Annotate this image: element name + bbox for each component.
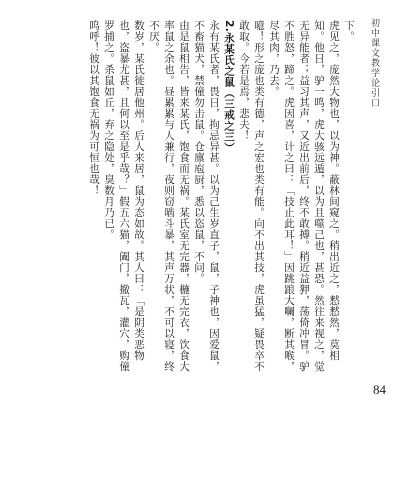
paragraph: 数岁，某氏徙居他州。后人来居，鼠为态如故。其人曰：「是阴类恶物也，盗暴尤甚，且何以至是乎哉？」假五六猫，阖门，撤瓦，灌穴，购僮罗捕之。杀鼠如丘，弃之隐处，臭数月乃已。	[103, 20, 145, 372]
paragraph: 下。	[343, 20, 355, 42]
paragraph: 虎见之，庞然大物也，以为神。蔽林间窥之。稍出近之，慭慭然，莫相知。他日，驴一鸣，虎大骇远遁，以为且噬己也，甚恐。然往来视之，觉无异能者；益习其声，又近出前后，终不敢搏。稍近益狎，荡倚冲冒。驴不胜怒，蹄之。虎因喜，计之曰：「技止此耳！」因跳踉大㘎，断其喉，尽其肉，乃去。	[268, 20, 340, 372]
paragraph: 呜呼！彼以其饱食无祸为可恒也哉！	[88, 20, 100, 196]
paragraph: 噫！形之庞也类有德，声之宏也类有能。向不出其技，虎虽猛，疑畏卒不敢取。今若是焉，悲夫！	[238, 20, 265, 372]
paragraph: 由是鼠相告，皆来某氏，饱食而无祸。某氏室无完器，椸无完衣，饮食大率鼠之余也。昼累累与人兼行，夜则窃啮斗暴，其声万状，不可以寝，终不厌。	[148, 20, 190, 372]
body-text	[56, 20, 356, 380]
paragraph: 永有某氏者，畏日，拘忌异甚。以为己生岁直子，鼠，子神也，因爱鼠，不畜猫犬，禁僮勿击鼠。仓廪庖厨，悉以恣鼠，不问。	[193, 20, 220, 372]
page-number: 84	[373, 382, 386, 397]
running-head: 初中课文教学论引口	[369, 18, 379, 108]
section-title: 2.永某氏之鼠（三戒之三）	[223, 20, 235, 154]
